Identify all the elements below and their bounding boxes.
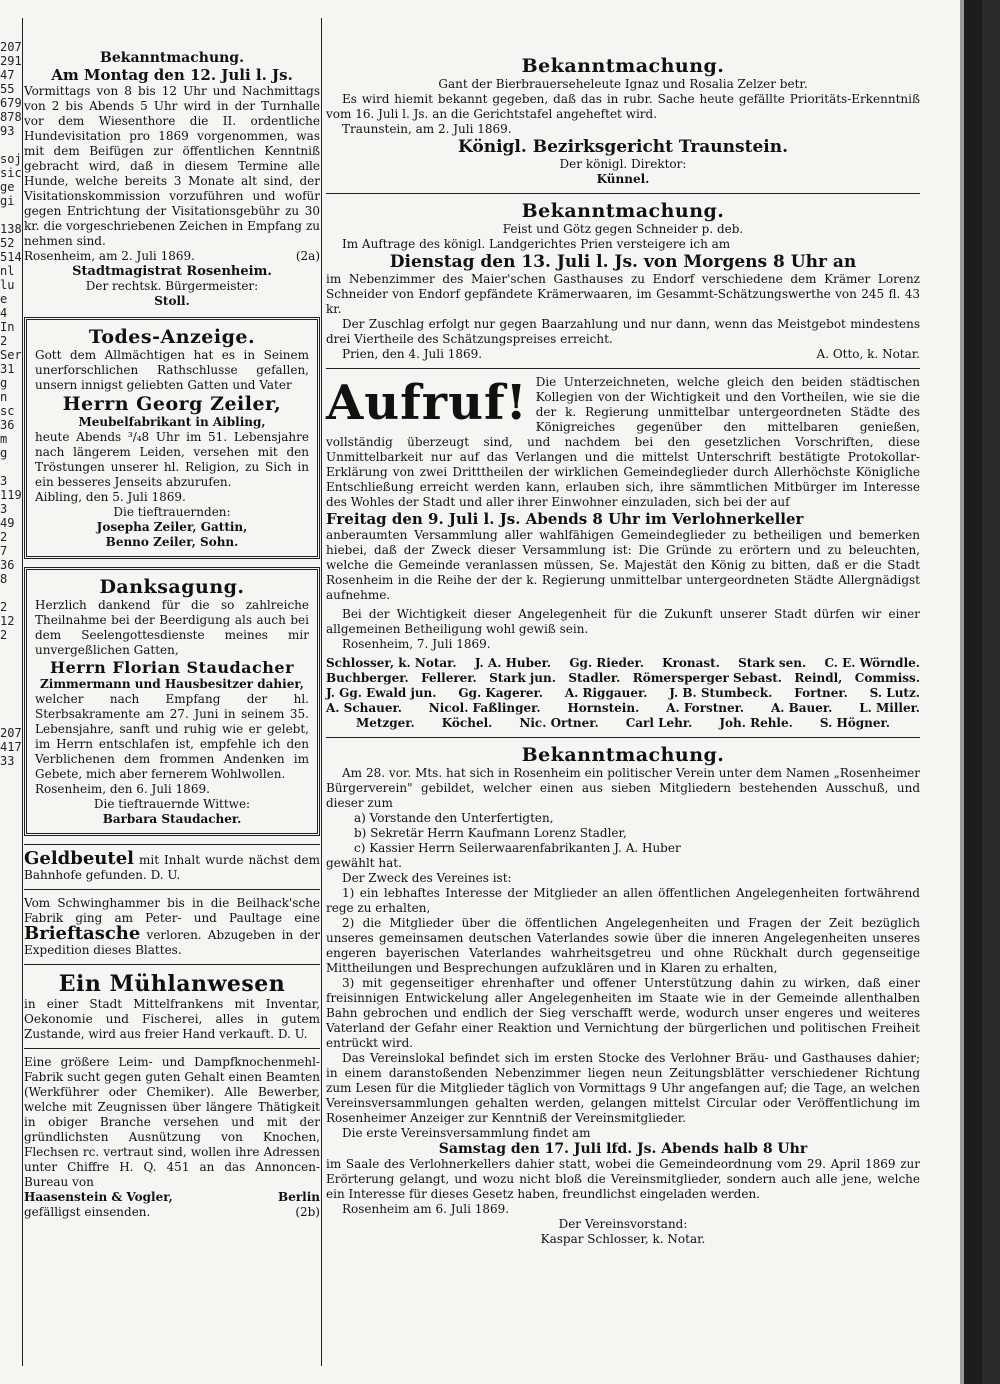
mill-sale-notice (24, 971, 320, 1042)
text-line: A. Bauer. (770, 701, 833, 715)
text-line: 1) ein lebhaftes Interesse der Mitglieder an allen öffentlichen Angelegenheiten fortwährend rege zu erhalten, (326, 886, 920, 915)
text-line: Köchel. (441, 716, 493, 730)
text-line: Aufruf! (326, 375, 528, 431)
text-line: Vom Schwinghammer bis in die Beilhack'sche Fabrik ging am Peter- und Paultage eine (24, 896, 320, 925)
text-line: Stark sen. (738, 656, 807, 670)
text-line: Stadler. (568, 671, 621, 685)
text-line: gefälligst einsenden. (24, 1205, 151, 1219)
text-line: Rosenheim, am 2. Juli 1869. (24, 249, 195, 263)
text-line: Gant der Bierbrauerseheleute Ignaz und Rosalia Zelzer betr. (438, 77, 808, 91)
text-line: Bekanntmachung. (521, 200, 725, 222)
divider (326, 368, 920, 369)
cut-column-fragment: gi (0, 194, 15, 208)
text-line: Feist und Götz gegen Schneider p. deb. (502, 222, 744, 236)
text-line: Kaspar Schlosser, k. Notar. (540, 1232, 706, 1246)
cut-column-fragment: 2 (0, 334, 8, 348)
text-line: Im Auftrage des königl. Landgerichtes Prien versteigere ich am (342, 237, 731, 251)
signatory-row-1 (326, 656, 920, 671)
cut-column-fragment (0, 712, 22, 726)
text-line: Prien, den 4. Juli 1869. (342, 347, 483, 361)
text-line: Traunstein, am 2. Juli 1869. (342, 122, 512, 136)
cut-column-fragment (0, 768, 22, 782)
cut-column-fragment (0, 138, 22, 152)
text-line: Barbara Staudacher. (102, 812, 242, 826)
cut-column-fragment: lu (0, 278, 15, 292)
cut-column-fragment: 4 (0, 306, 8, 320)
left-column (24, 50, 320, 1220)
wallet-lost-notice (24, 896, 320, 958)
divider (326, 193, 920, 194)
text-line: c) Kassier Herrn Seilerwaarenfabrikanten J. A. Huber (354, 841, 681, 855)
text-line: im Saale des Verlohnerkellers dahier statt, wobei die Gemeindeordnung vom 29. April 1869 zur Erörterung gelangt, und wozu nicht bloß die Vereinsmitglieder, sondern auch alle jene, welche ein Interesse für dieses Gesetz haben, freundlichst eingeladen werden. (326, 1157, 920, 1201)
text-line: Es wird hiemit bekannt gegeben, daß das in rubr. Sache heute gefällte Prioritäts-Erkenntniß vom 16. Juli l. Js. an die Gerichtstafel angeheftet wird. (326, 92, 920, 121)
cut-column-fragment (0, 586, 22, 600)
cut-column-fragment: 36 (0, 418, 15, 432)
cut-column-fragment: 679 (0, 96, 22, 110)
text-line: Am 28. vor. Mts. hat sich in Rosenheim ein politischer Verein unter dem Namen „Rosenheimer Bürgerverein" gebildet, welcher einen aus sieben Mitgliedern bestehenden Ausschuß, und dieser zum (326, 766, 920, 810)
cut-column-fragment (0, 656, 22, 670)
cut-column-fragment: 3 (0, 502, 8, 516)
cut-column-fragment (0, 698, 22, 712)
cut-column-fragment (0, 838, 22, 852)
cut-column-fragment: 33 (0, 754, 15, 768)
text-line: J. B. Stumbeck. (669, 686, 773, 700)
text-line: Der Zweck des Vereines ist: (342, 871, 512, 885)
cut-column-fragment: 49 (0, 516, 15, 530)
left-cut-column (0, 40, 22, 1384)
text-line: a) Vorstande den Unterfertigten, (354, 811, 554, 825)
text-line: J. A. Huber. (474, 656, 552, 670)
text-line: Stadtmagistrat Rosenheim. (72, 264, 272, 279)
text-line: Vormittags von 8 bis 12 Uhr und Nachmittags von 2 bis Abends 5 Uhr wird in der Turnhalle vor dem Wiesenthore die II. ordentliche Hundevisitation pro 1869 vorgenommen, was mit dem Beifügen zur öffentlichen Kenntniß gebracht wird, daß in diesem Termine alle Hunde, welche bereits 3 Monate alt sind, der Visitationskommission vorzuführen und wofür gegen Entrichtung der Visitationsgebühr zu 30 kr. die vorgeschriebenen Zeichen in Empfang zu nehmen sind. (24, 84, 320, 248)
cut-column-fragment: ge (0, 180, 15, 194)
cut-column-fragment: sic (0, 166, 22, 180)
text-line: (2a) (295, 249, 320, 263)
text-line: A. Riggauer. (564, 686, 648, 700)
signatory-row-4 (326, 701, 920, 716)
text-line: Commiss. (854, 671, 920, 685)
divider (24, 844, 320, 845)
text-line: verloren. Abzugeben in der Expedition dieses Blattes. (24, 928, 320, 957)
cut-column-fragment: 36 (0, 558, 15, 572)
cut-column-fragment (0, 208, 22, 222)
cut-column-fragment: 138 (0, 222, 22, 236)
text-line: Gg. Kagerer. (458, 686, 543, 700)
text-line: Ein Mühlanwesen (58, 971, 286, 997)
cut-column-fragment: 207 (0, 40, 22, 54)
text-line: b) Sekretär Herrn Kaufmann Lorenz Stadler, (354, 826, 627, 840)
cut-column-fragment: nl (0, 264, 15, 278)
text-line: Bekanntmachung. (521, 744, 725, 766)
cut-column-fragment: 8 (0, 572, 8, 586)
text-line: Aibling, den 5. Juli 1869. (35, 490, 186, 504)
notice-bankruptcy (326, 55, 920, 187)
text-line: Die tieftrauernden: (113, 505, 231, 519)
text-line: in einer Stadt Mittelfrankens mit Inventar, Oekonomie und Fischerei, alles in gutem Zustande, wird aus freier Hand verkauft. D. U. (24, 997, 320, 1041)
column-rule-left (22, 18, 23, 1366)
cut-column-fragment: n (0, 390, 8, 404)
text-line: Josepha Zeiler, Gattin, (96, 520, 248, 534)
text-line: Herzlich dankend für die so zahlreiche Theilnahme bei der Beerdigung als auch bei dem Seelengottesdienste meines mir unvergeßlichen Gatten, (35, 598, 309, 657)
text-line: Dienstag den 13. Juli l. Js. von Morgens 8 Uhr an (389, 252, 857, 272)
text-line: Königl. Bezirksgericht Traunstein. (457, 137, 789, 157)
cut-column-fragment: g (0, 446, 8, 460)
purse-found-notice (24, 848, 320, 883)
text-line: Künnel. (596, 172, 650, 186)
cut-column-fragment (0, 684, 22, 698)
text-line: Der königl. Direktor: (559, 157, 687, 171)
text-line: S. Högner. (819, 716, 890, 730)
cut-column-fragment: 878 (0, 110, 22, 124)
text-line: Bei der Wichtigkeit dieser Angelegenheit für die Zukunft unserer Stadt dürfen wir einer allgemeinen Betheiligung wohl gewiß sein. (326, 607, 920, 636)
cut-column-fragment (0, 460, 22, 474)
cut-column-fragment (0, 642, 22, 656)
text-line: Römersperger Sebast. (632, 671, 782, 685)
text-line: A. Forstner. (666, 701, 745, 715)
text-line: Die tieftrauernde Wittwe: (93, 797, 251, 811)
text-line: Brieftasche (24, 923, 141, 944)
text-line: 2) die Mitglieder über die öffentlichen Angelegenheiten und Fragen der Zeit bezüglich unseres gemeinsamen deutschen Vaterlandes sowie über die inneren Angelegenheiten unseres engeren bayerischen Vaterlandes wahrheitsgetreu und ohne Rückhalt durch gegenseitige Mittheilungen und Besprechungen aufzuklären und in Klaren zu erhalten, (326, 916, 920, 975)
divider (326, 737, 920, 738)
text-line: Am Montag den 12. Juli l. Js. (51, 66, 293, 84)
cut-column-fragment: 417 (0, 740, 22, 754)
cut-column-fragment: sc (0, 404, 15, 418)
factory-job-notice (24, 1055, 320, 1220)
divider (24, 964, 320, 965)
cut-column-fragment (0, 824, 22, 838)
cut-column-fragment: 12 (0, 614, 15, 628)
signatory-row-5 (326, 716, 920, 731)
cut-column-fragment: 2 (0, 600, 8, 614)
text-line: Kronast. (662, 656, 720, 670)
cut-column-fragment (0, 796, 22, 810)
cut-column-fragment: 93 (0, 124, 15, 138)
signatory-row-2 (326, 671, 920, 686)
text-line: Herrn Florian Staudacher (49, 658, 295, 677)
cut-column-fragment (0, 782, 22, 796)
cut-column-fragment: 2 (0, 530, 8, 544)
text-line: (2b) (295, 1205, 320, 1219)
text-line: A. Otto, k. Notar. (816, 347, 920, 361)
notice-citizens-club (326, 744, 920, 1247)
text-line: anberaumten Versammlung aller wahlfähigen Gemeindeglieder zu betheiligen und bemerken hiebei, daß der Zweck dieser Versammlung ist: Die Gründe zu erörtern und zu beleuchten, welche die Gemeinde veranlassen müssen, Se. Majestät den König zu bitten, daß er die Stadt Rosenheim in die Reihe der der k. Regierung unmittelbar untergeordneten Städte Allergnädigst aufnehme. (326, 528, 920, 602)
text-line: Rosenheim am 6. Juli 1869. (342, 1202, 510, 1216)
text-line: Meubelfabrikant in Aibling, (78, 415, 266, 429)
text-line: Zimmermann und Hausbesitzer dahier, (40, 677, 304, 691)
text-line: Gg. Rieder. (569, 656, 644, 670)
text-line: Haasenstein & Vogler, (24, 1190, 173, 1204)
text-line: Todes-Anzeige. (88, 326, 256, 348)
signatory-row-3 (326, 686, 920, 701)
cut-column-fragment: 55 (0, 82, 15, 96)
text-line: Die Unterzeichneten, welche gleich den beiden städtischen Kollegien von der Wichtigkeit und den Vortheilen, wie sie die der k. Regierung unmittelbar untergeordneten Städte des Königreiches gegenüber den mittelbaren genießen, vollständig überzeugt sind, und nachdem bei den gesetzlichen Vorschriften, diese Unmittelbarkeit nur auf das Verlangen und die mittelst Unterschrift bestätigte Protokollar-Erklärung von zwei Dritttheilen der wirklichen Gemeindeglieder durch Allerhöchste Königliche Entschließung erreicht werden kann, erlauben sich, ihre sämmtlichen Mitbürger im Interesse des Wohles der Stadt und aller ihrer Einwohner einzuladen, sich bei der auf (326, 375, 920, 509)
text-line: Buchberger. (326, 671, 409, 685)
text-line: Carl Lehr. (625, 716, 693, 730)
text-line: A. Schauer. (326, 701, 402, 715)
cut-column-fragment: g (0, 376, 8, 390)
text-line: Hornstein. (567, 701, 640, 715)
divider (24, 1048, 320, 1049)
text-line: Geldbeutel (24, 848, 134, 869)
text-line: Fortner. (794, 686, 848, 700)
text-line: Joh. Rehle. (719, 716, 793, 730)
cut-column-fragment: 31 (0, 362, 15, 376)
text-line: Benno Zeiler, Sohn. (105, 535, 239, 549)
cut-column-fragment: 3 (0, 474, 8, 488)
text-line: Die erste Vereinsversammlung findet am (342, 1126, 591, 1140)
text-line: gewählt hat. (326, 856, 402, 870)
text-line: Nicol. Faßlinger. (428, 701, 541, 715)
signatories (326, 656, 920, 731)
cut-column-fragment: 514 (0, 250, 22, 264)
cut-column-fragment: 7 (0, 544, 8, 558)
text-line: Bekanntmachung. (521, 55, 725, 77)
cut-column-fragment: 207 (0, 726, 22, 740)
appeal-notice (326, 375, 920, 731)
text-line: Schlosser, k. Notar. (326, 656, 457, 670)
death-notice-box (24, 317, 320, 559)
text-line: Bekanntmachung. (100, 50, 244, 66)
text-line: Samstag den 17. Juli lfd. Js. Abends halb 8 Uhr (438, 1141, 808, 1157)
text-line: Reindl, (794, 671, 843, 685)
thanks-notice-box (24, 567, 320, 836)
text-line: Rosenheim, den 6. Juli 1869. (35, 782, 210, 796)
notice-auction (326, 200, 920, 362)
cut-column-fragment: 2 (0, 628, 8, 642)
text-line: Das Vereinslokal befindet sich im ersten Stocke des Verlohner Bräu- und Gasthauses dahier; in einem daranstoßenden Nebenzimmer liegen neun Zeitungsblätter verschiedener Richtung zum Lesen für die Mitglieder täglich von Vormittags 9 Uhr angefangen auf; die Tage, an welchen Vereinsversammlungen gehalten werden, gelangen mittelst Circular oder Veröffentlichung im Rosenheimer Anzeiger zur Kenntniß der Vereinsmitglieder. (326, 1051, 920, 1125)
text-line: Freitag den 9. Juli l. Js. Abends 8 Uhr im Verlohnerkeller (326, 510, 804, 528)
text-line: im Nebenzimmer des Maier'schen Gasthauses zu Endorf verschiedene dem Krämer Lorenz Schneider von Endorf gepfändete Krämerwaaren, im Gesammt-Schätzungswerthe von 245 fl. 43 kr. (326, 272, 920, 316)
text-line: Fellerer. (421, 671, 477, 685)
text-line: Der Vereinsvorstand: (558, 1217, 688, 1231)
text-line: heute Abends ³/₄8 Uhr im 51. Lebensjahre nach längerem Leiden, versehen mit den Tröstungen unserer hl. Religion, zu Sich in ein besseres Jenseits abzurufen. (35, 430, 309, 489)
text-line: Eine größere Leim- und Dampfknochenmehl-Fabrik sucht gegen guten Gehalt einen Beamten (Werkführer oder Chemiker). Alle Bewerber, welche mit Zeugnissen über längere Thätigkeit in obiger Branche versehen und mit der gründlichsten Ausnützung von Knochen, Flechsen rc. vertraut sind, wollen ihre Adressen unter Chiffre H. Q. 451 an das Annoncen-Bureau von (24, 1055, 320, 1189)
cut-column-fragment: 119 (0, 488, 22, 502)
cut-column-fragment: 47 (0, 68, 15, 82)
text-line: Danksagung. (99, 576, 245, 598)
cut-column-fragment (0, 810, 22, 824)
text-line: L. Miller. (859, 701, 920, 715)
text-line: Berlin (278, 1190, 320, 1204)
text-line: Der rechtsk. Bürgermeister: (85, 279, 259, 293)
text-line: Gott dem Allmächtigen hat es in Seinem unerforschlichen Rathschlusse gefallen, unsern innigst geliebten Gatten und Vater (35, 348, 309, 392)
text-line: Stoll. (154, 294, 190, 308)
text-line: 3) mit gegenseitiger ehrenhafter und offener Unterstützung dahin zu wirken, daß einer freisinnigen Entwickelung aller Angelegenheiten im Staate wie in der Gemeinde allenthalben Bahn gebrochen und endlich der Sieg verschafft werde, wodurch unser engeres und weiteres Vaterland der Gefahr einer Reaktion und Vernichtung der bürgerlichen und politischen Freiheit entrückt wird. (326, 976, 920, 1050)
cut-column-fragment (0, 670, 22, 684)
divider (24, 889, 320, 890)
cut-column-fragment: 52 (0, 236, 15, 250)
text-line: J. Gg. Ewald jun. (326, 686, 437, 700)
page-edge (964, 0, 982, 1384)
text-line: welcher nach Empfang der hl. Sterbsakramente am 27. Juni in seinem 35. Lebensjahre, sanft und ruhig wie er gelebt, im Herrn entschlafen ist, empfehle ich den Verblichenen dem frommen Andenken im Gebete, mich aber fernerem Wohlwollen. (35, 692, 309, 781)
text-line: S. Lutz. (869, 686, 920, 700)
cut-column-fragment: 291 (0, 54, 22, 68)
text-line: Nic. Ortner. (519, 716, 599, 730)
notice-dog-inspection (24, 50, 320, 309)
text-line: Rosenheim, 7. Juli 1869. (342, 637, 491, 651)
cut-column-fragment (0, 866, 22, 880)
text-line: Metzger. (356, 716, 415, 730)
cut-column-fragment: Ser (0, 348, 22, 362)
text-line: C. E. Wörndle. (824, 656, 920, 670)
text-line: Herrn Georg Zeiler, (62, 393, 282, 415)
text-line: mit Inhalt wurde nächst dem Bahnhofe gefunden. D. U. (24, 853, 320, 882)
cut-column-fragment: In (0, 320, 15, 334)
text-line: Stark jun. (489, 671, 556, 685)
cut-column-fragment: soj (0, 152, 22, 166)
cut-column-fragment: e (0, 292, 8, 306)
cut-column-fragment: m (0, 432, 8, 446)
cut-column-fragment (0, 852, 22, 866)
text-line: Der Zuschlag erfolgt nur gegen Baarzahlung und nur dann, wenn das Meistgebot mindestens drei Viertheile des Schätzungspreises erreicht. (326, 317, 920, 346)
right-column (326, 55, 920, 1247)
column-rule-middle (321, 18, 322, 1366)
